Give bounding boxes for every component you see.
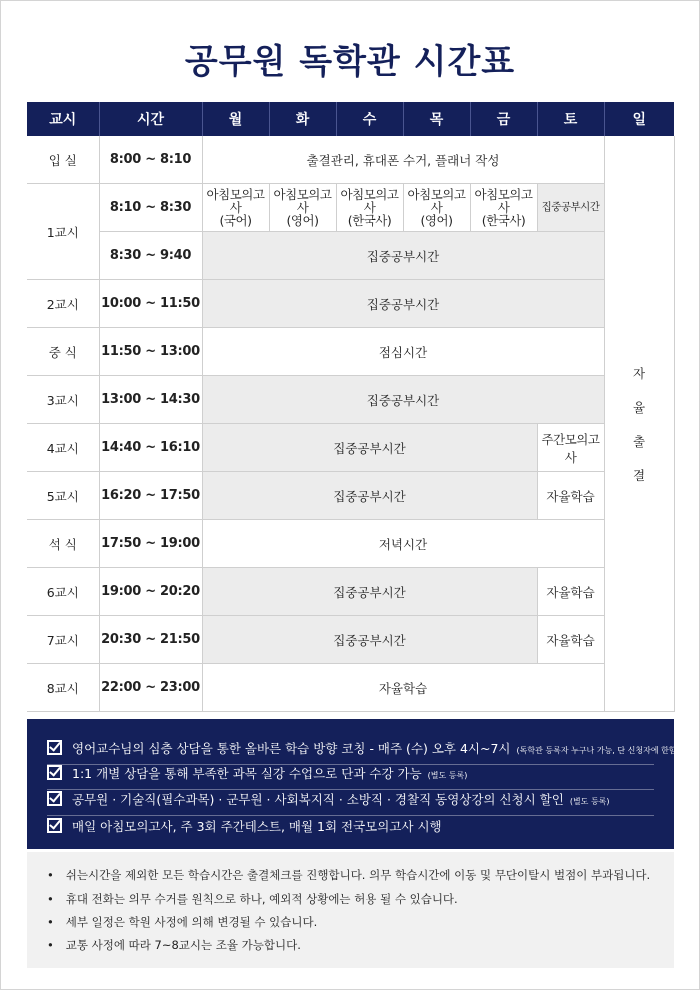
- note-item: • 세부 일정은 학원 사정에 의해 변경될 수 있습니다.: [47, 914, 664, 930]
- period-cell: 입 실: [27, 136, 99, 184]
- header-sat: 토: [537, 102, 604, 136]
- info-text: 영어교수님의 심층 상담을 통한 올바른 학습 방향 코칭 - 매주 (수) 오후 4시~7시: [72, 741, 511, 756]
- info-note: (별도 등록): [569, 797, 610, 806]
- time-cell: 8:30 ~ 9:40: [99, 232, 202, 280]
- header-wed: 수: [336, 102, 403, 136]
- header-sun: 일: [604, 102, 674, 136]
- mock-subject: (한국사): [347, 213, 392, 228]
- schedule-cell: 집중공부시간: [202, 616, 537, 664]
- info-text: 매일 아침모의고사, 주 3회 주간테스트, 매월 1회 전국모의고사 시행: [72, 819, 442, 834]
- saturday-cell: 주간모의고사: [537, 424, 604, 472]
- time-cell: 8:10 ~ 8:30: [99, 184, 202, 232]
- period-cell: 1교시: [27, 184, 99, 280]
- time-cell: 10:00 ~ 11:50: [99, 280, 202, 328]
- mock-name: 아침모의고사: [273, 187, 332, 215]
- header-time: 시간: [99, 102, 202, 136]
- schedule-cell: 집중공부시간: [202, 280, 604, 328]
- header-row: [27, 102, 674, 136]
- sunday-cell: [604, 136, 674, 712]
- schedule-cell: 집중공부시간: [202, 232, 604, 280]
- notes-panel: [27, 852, 674, 968]
- period-cell: 중 식: [27, 328, 99, 376]
- sunday-char: 자: [632, 365, 646, 381]
- period-cell: 4교시: [27, 424, 99, 472]
- mock-subject: (국어): [219, 213, 252, 228]
- table-row: [27, 472, 674, 520]
- period-cell: 7교시: [27, 616, 99, 664]
- table-row: [27, 520, 674, 568]
- saturday-cell: 자율학습: [537, 472, 604, 520]
- table-row: [27, 664, 674, 712]
- info-note: (별도 등록): [427, 771, 468, 780]
- time-cell: 8:00 ~ 8:10: [99, 136, 202, 184]
- schedule-cell: 저녁시간: [202, 520, 604, 568]
- time-cell: 14:40 ~ 16:10: [99, 424, 202, 472]
- note-item: • 휴대 전화는 의무 수거를 원칙으로 하나, 예외적 상황에는 허용 될 수 있습니다.: [47, 891, 664, 907]
- schedule-cell: 집중공부시간: [202, 472, 537, 520]
- time-cell: 19:00 ~ 20:20: [99, 568, 202, 616]
- period-cell: 8교시: [27, 664, 99, 712]
- schedule-cell: 점심시간: [202, 328, 604, 376]
- mock-exam-cell: [269, 184, 336, 232]
- period-cell: 6교시: [27, 568, 99, 616]
- mock-exam-cell: [202, 184, 269, 232]
- mock-exam-cell: [403, 184, 470, 232]
- info-text: 1:1 개별 상담을 통해 부족한 과목 실강 수업으로 단과 수강 가능: [72, 766, 422, 781]
- table-row: [27, 136, 674, 184]
- schedule-cell: 자율학습: [202, 664, 604, 712]
- saturday-cell: 자율학습: [537, 568, 604, 616]
- header-thu: 목: [403, 102, 470, 136]
- header-fri: 금: [470, 102, 537, 136]
- time-cell: 16:20 ~ 17:50: [99, 472, 202, 520]
- header-period: 교시: [27, 102, 99, 136]
- period-cell: 5교시: [27, 472, 99, 520]
- period-cell: 석 식: [27, 520, 99, 568]
- saturday-cell: 자율학습: [537, 616, 604, 664]
- table-row: [27, 184, 674, 232]
- table-row: [27, 328, 674, 376]
- mock-subject: (한국사): [481, 213, 526, 228]
- info-item: [47, 811, 654, 842]
- period-cell: 2교시: [27, 280, 99, 328]
- mock-name: 아침모의고사: [407, 187, 466, 215]
- mock-exam-cell: [470, 184, 537, 232]
- mock-name: 아침모의고사: [474, 187, 533, 215]
- info-panel: [27, 719, 680, 849]
- schedule-cell: 집중공부시간: [202, 424, 537, 472]
- table-row: [27, 280, 674, 328]
- header-mon: 월: [202, 102, 269, 136]
- table-row: [27, 568, 674, 616]
- time-cell: 20:30 ~ 21:50: [99, 616, 202, 664]
- checkbox-icon: [47, 818, 62, 833]
- info-text: 공무원 · 기술직(필수과목) · 군무원 · 사회복지직 · 소방직 · 경찰직 동영상강의 신청시 할인: [72, 792, 564, 807]
- table-row: [27, 376, 674, 424]
- table-row: [27, 616, 674, 664]
- table-row: [27, 424, 674, 472]
- checkbox-icon: [47, 791, 62, 806]
- sunday-char: 율: [632, 399, 646, 415]
- header-tue: 화: [269, 102, 336, 136]
- mock-name: 아침모의고사: [340, 187, 399, 215]
- schedule-cell: 집중공부시간: [202, 376, 604, 424]
- checkbox-icon: [47, 740, 62, 755]
- mock-subject: (영어): [286, 213, 319, 228]
- schedule-cell: 출결관리, 휴대폰 수거, 플래너 작성: [202, 136, 604, 184]
- timetable: [27, 102, 675, 712]
- note-item: • 쉬는시간을 제외한 모든 학습시간은 출결체크를 진행합니다. 의무 학습시간에 이동 및 무단이탈시 벌점이 부과됩니다.: [47, 867, 664, 883]
- period-cell: 3교시: [27, 376, 99, 424]
- sunday-char: 출: [632, 433, 646, 449]
- mock-exam-cell: [336, 184, 403, 232]
- mock-subject: (영어): [420, 213, 453, 228]
- checkbox-icon: [47, 765, 62, 780]
- page-title: 공무원 독학관 시간표: [184, 42, 516, 82]
- mock-name: 아침모의고사: [206, 187, 265, 215]
- schedule-cell: 집중공부시간: [202, 568, 537, 616]
- sunday-char: 결: [632, 467, 646, 483]
- saturday-cell: 집중공부시간: [537, 184, 604, 232]
- table-row: [27, 232, 674, 280]
- time-cell: 11:50 ~ 13:00: [99, 328, 202, 376]
- info-note: (독학관 등록자 누구나 가능, 단 신청자에 한함): [516, 746, 680, 755]
- time-cell: 22:00 ~ 23:00: [99, 664, 202, 712]
- time-cell: 13:00 ~ 14:30: [99, 376, 202, 424]
- time-cell: 17:50 ~ 19:00: [99, 520, 202, 568]
- note-item: • 교통 사정에 따라 7~8교시는 조율 가능합니다.: [47, 937, 664, 953]
